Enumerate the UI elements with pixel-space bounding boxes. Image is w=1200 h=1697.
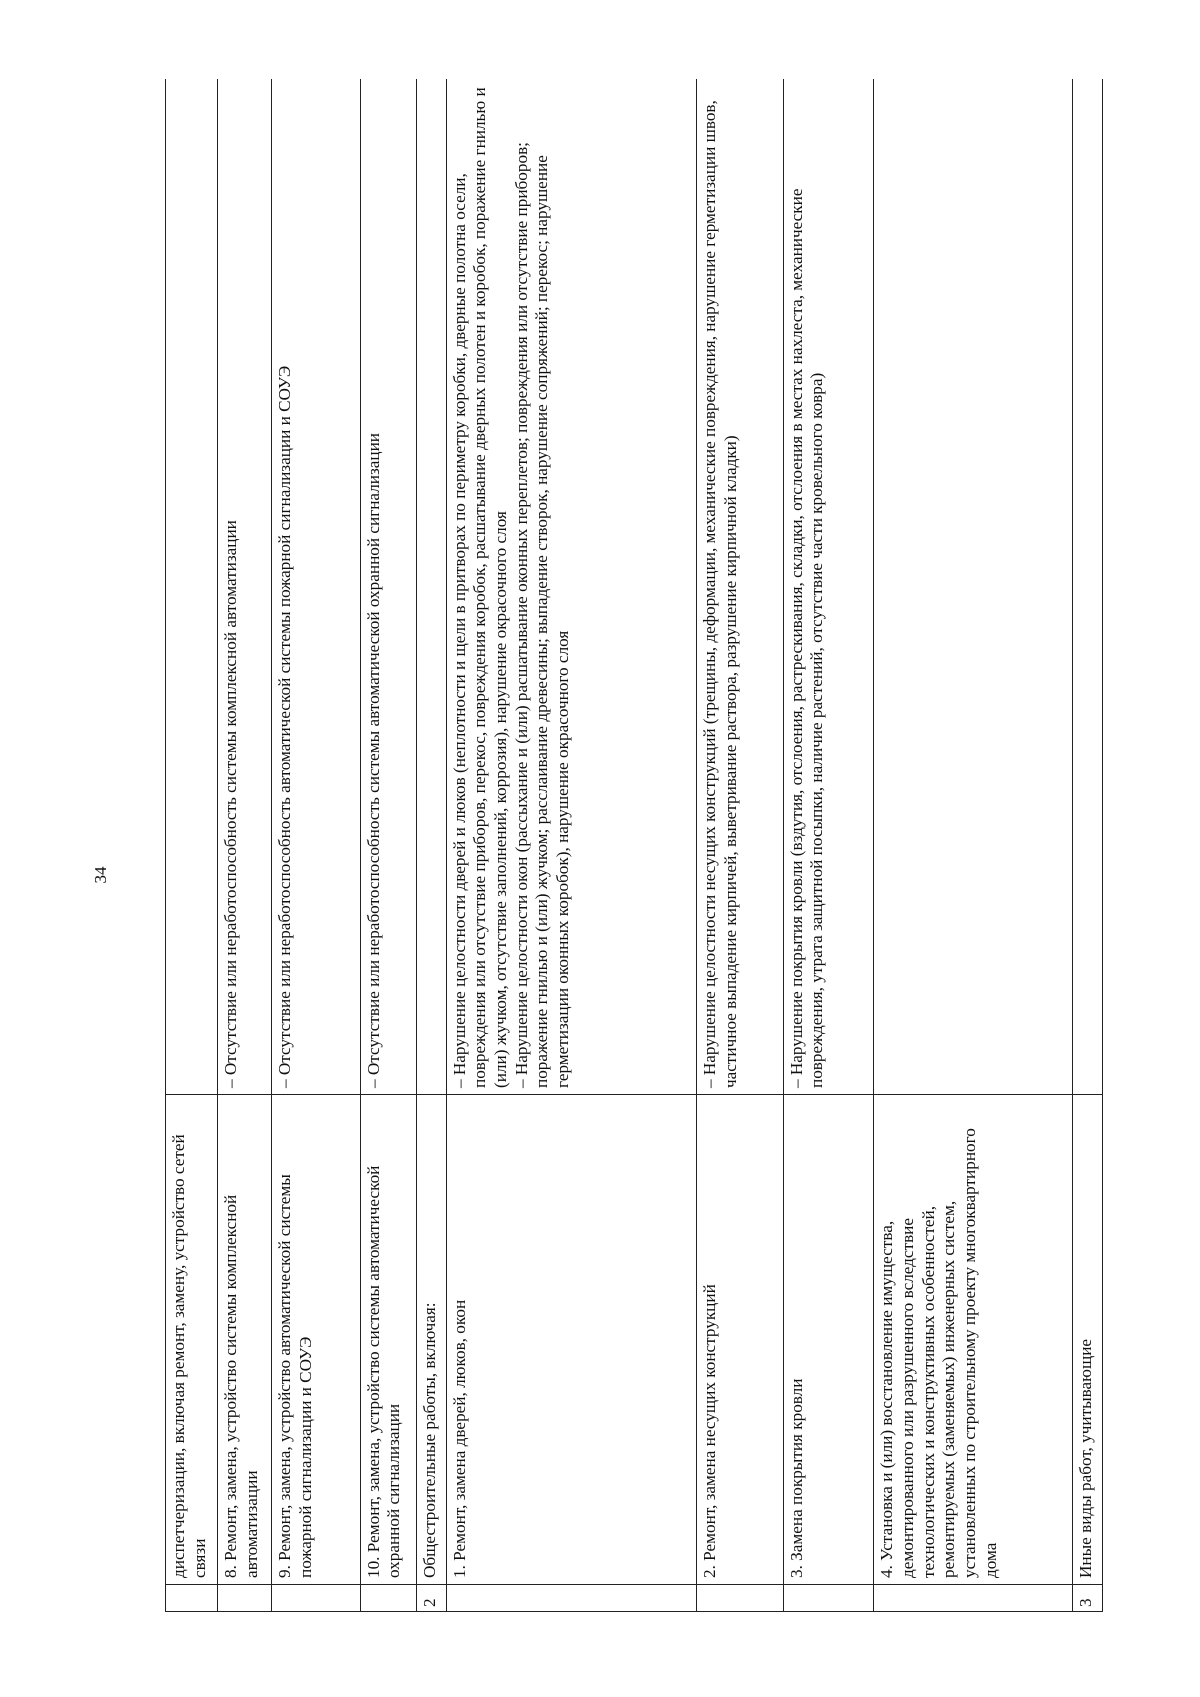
work-cell: 3. Замена покрытия кровли [783, 1095, 874, 1585]
work-cell: Общестроительные работы, включая: [416, 1095, 446, 1585]
description-cell [697, 79, 783, 1095]
work-cell: 9. Ремонт, замена, устройство автоматической системы пожарной сигнализации и СОУЭ [272, 1095, 361, 1585]
table-row [166, 79, 218, 1612]
table-row [446, 79, 697, 1612]
row-number: 2 [416, 1585, 446, 1612]
row-number: 3 [1073, 1585, 1103, 1612]
work-cell: 4. Установка и (или) восстановление имущества, демонтированного или разрушенного вследствие технологических и конструктивных особенностей, ремонтируемых (заменяемых) инженерных систем, установленных по строительному проекту многоквартирного дома [874, 1095, 1073, 1585]
description-text: – Нарушение покрытия кровли (вздутия, отслоения, растрескивания, складки, отслоения в местах нахлеста, механические повреждения, утрата защитной посыпки, наличие растений, отсутствие части кровельного ковра) [786, 188, 827, 1088]
description-text: – Нарушение целостности несущих конструкций (трещины, деформации, механические повреждения, нарушение герметизации швов, частичное выпадение кирпичей, выветривание раствора, разрушение кирпичной кладки) [700, 100, 740, 1088]
description-cell [446, 79, 697, 1095]
description-text: – Нарушение целостности дверей и люков (неплотности и щели в притворах по периметру коробки, дверные полотна осели, повреждения или отсутствие приборов, перекос, повреждения коробок, расшатывание дверных полотен и коробок, поражение гнилью и (или) жучком, отсутствие заполнений, коррозия), нарушение окрасочного слоя [449, 87, 510, 1088]
work-cell: диспетчеризации, включая ремонт, замену, устройство сетей связи [166, 1095, 218, 1585]
work-cell: 1. Ремонт, замена дверей, люков, окон [446, 1095, 697, 1585]
row-number [166, 1585, 218, 1612]
table-row [360, 79, 416, 1612]
row-number [446, 1585, 697, 1612]
row-number [697, 1585, 783, 1612]
rotated-table-frame [165, 79, 1103, 1612]
description-text: – Отсутствие или неработоспособность системы автоматической охранной сигнализации [363, 432, 383, 1088]
table-row [874, 79, 1073, 1612]
description-text: – Отсутствие или неработоспособность автоматической системы пожарной сигнализации и СОУЭ [275, 365, 295, 1088]
description-cell [272, 79, 361, 1095]
description-cell [416, 79, 446, 1095]
description-cell [218, 79, 272, 1095]
work-cell: Иные виды работ, учитывающие [1073, 1095, 1103, 1585]
row-number [874, 1585, 1073, 1612]
description-text: – Отсутствие или неработоспособность системы комплексной автоматизации [221, 520, 241, 1088]
table-container [165, 79, 1103, 1612]
work-cell: 8. Ремонт, замена, устройство системы комплексной автоматизации [218, 1095, 272, 1585]
work-cell: 2. Ремонт, замена несущих конструкций [697, 1095, 783, 1585]
row-number [783, 1585, 874, 1612]
table-row [783, 79, 874, 1612]
table-row [416, 79, 446, 1612]
work-cell: 10. Ремонт, замена, устройство системы автоматической охранной сигнализации [360, 1095, 416, 1585]
table-row [697, 79, 783, 1612]
table-row [218, 79, 272, 1612]
row-number [218, 1585, 272, 1612]
description-cell [783, 79, 874, 1095]
works-table [165, 79, 1103, 1612]
description-text: – Нарушение целостности окон (рассыхание и (или) расшатывание оконных переплетов; повреждения или отсутствие приборов; поражение гнилью и (или) жучком; расслаивание древесины; выпадение створок, нарушение сопряжений; перекос; нарушение герметизации оконных коробок), нарушение окрасочного слоя [511, 142, 572, 1088]
row-number [272, 1585, 361, 1612]
description-cell [874, 79, 1073, 1095]
table-row [272, 79, 361, 1612]
description-cell [360, 79, 416, 1095]
table-row [1073, 79, 1103, 1612]
page-number: 34 [91, 866, 110, 884]
description-cell [1073, 79, 1103, 1095]
row-number [360, 1585, 416, 1612]
description-cell [166, 79, 218, 1095]
